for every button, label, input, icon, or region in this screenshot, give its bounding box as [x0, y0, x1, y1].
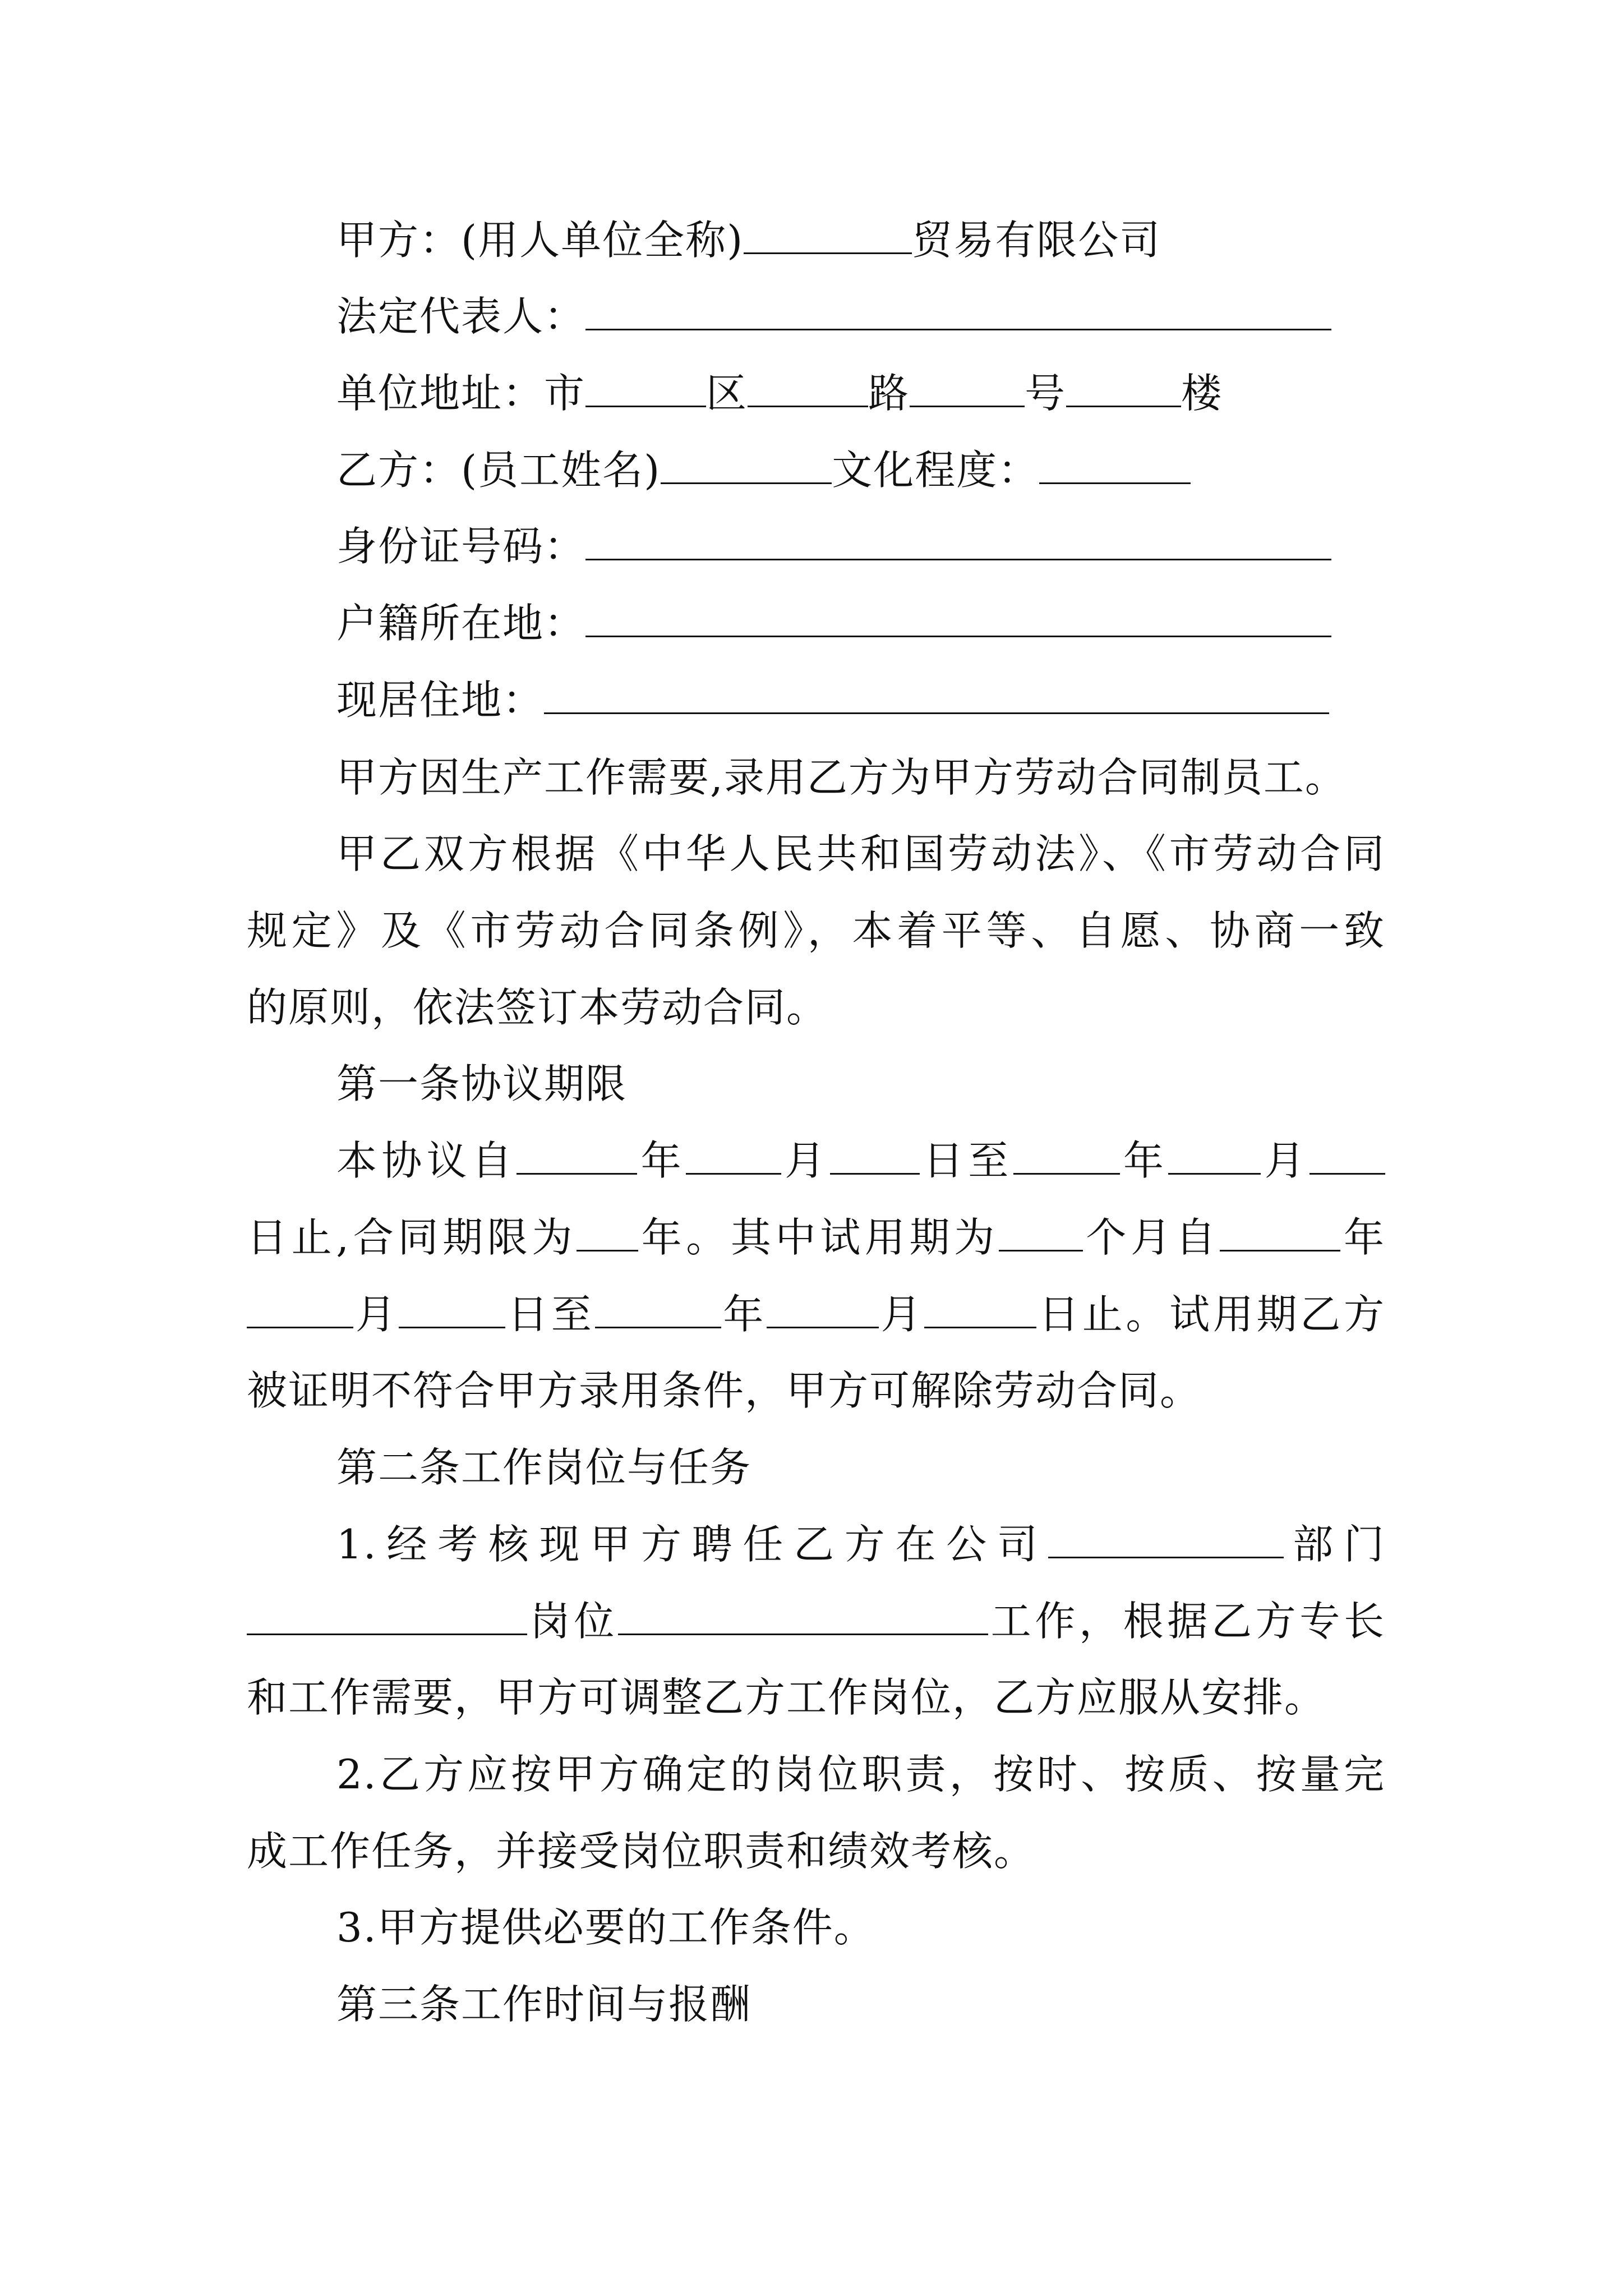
- article-1-line-4: 被证明不符合甲方录用条件，甲方可解除劳动合同。: [247, 1367, 1202, 1414]
- address-line: [336, 362, 1385, 425]
- text-segment: 工作，根据乙方专长: [988, 1598, 1385, 1645]
- party-b-line: [336, 439, 1385, 501]
- building-label: 楼: [1181, 370, 1223, 417]
- text-segment: 1.经考核现甲方聘任乙方在公司: [336, 1521, 1048, 1568]
- article-1-line-3: [247, 1283, 1385, 1346]
- basis-line-3: 的原则，依法签订本劳动合同。: [247, 984, 828, 1031]
- article-2-item-1-line-2: [247, 1590, 1385, 1653]
- hukou-blank[interactable]: [585, 593, 1331, 637]
- hukou-label: 户籍所在地：: [336, 600, 586, 647]
- probation-end-year-blank[interactable]: [595, 1284, 721, 1328]
- id-number-blank[interactable]: [585, 516, 1331, 560]
- text-segment: 月: [878, 1291, 925, 1338]
- text-segment: 日止,合同期限为: [247, 1214, 577, 1261]
- education-blank[interactable]: [1039, 440, 1191, 484]
- residence-blank[interactable]: [544, 670, 1329, 714]
- probation-start-month-blank[interactable]: [247, 1284, 353, 1328]
- text-segment: 月: [353, 1291, 399, 1338]
- text-segment: 日止。试用期乙方: [1036, 1291, 1385, 1338]
- article-2-item-2-line-1: 2.乙方应按甲方确定的岗位职责，按时、按质、按量完: [336, 1751, 1385, 1798]
- text-segment: 部门: [1283, 1521, 1385, 1568]
- education-label: 文化程度：: [832, 447, 1040, 494]
- article-1-line-1: [336, 1129, 1385, 1192]
- id-number-line: [336, 515, 1385, 578]
- article-1-title: 第一条协议期限: [336, 1060, 628, 1107]
- probation-start-year-blank[interactable]: [1220, 1207, 1340, 1251]
- term-years-blank[interactable]: [577, 1207, 638, 1251]
- road-blank[interactable]: [910, 363, 1025, 407]
- text-segment: 本协议自: [336, 1137, 517, 1184]
- text-segment: 年: [1119, 1137, 1169, 1184]
- probation-end-month-blank[interactable]: [767, 1284, 879, 1328]
- probation-start-day-blank[interactable]: [399, 1284, 505, 1328]
- residence-label: 现居住地：: [336, 677, 545, 724]
- number-blank[interactable]: [1066, 363, 1181, 407]
- article-2-item-3: 3.甲方提供必要的工作条件。: [336, 1904, 875, 1951]
- party-b-name-blank[interactable]: [661, 440, 832, 484]
- text-segment: 年。其中试用期为: [638, 1214, 999, 1261]
- party-a-blank[interactable]: [744, 210, 912, 254]
- road-label: 路: [868, 370, 910, 417]
- hire-paragraph: 甲方因生产工作需要,录用乙方为甲方劳动合同制员工。: [336, 754, 1347, 801]
- hukou-line: [336, 592, 1385, 655]
- start-month-blank[interactable]: [686, 1130, 781, 1175]
- probation-end-day-blank[interactable]: [924, 1284, 1036, 1328]
- article-2-item-1-line-3: 和工作需要，甲方可调整乙方工作岗位，乙方应服从安排。: [247, 1674, 1326, 1721]
- probation-months-blank[interactable]: [999, 1207, 1083, 1251]
- district-blank[interactable]: [748, 363, 868, 407]
- text-segment: 年: [637, 1137, 686, 1184]
- number-label: 号: [1025, 370, 1067, 417]
- article-2-item-2-line-2: 成工作任务，并接受岗位职责和绩效考核。: [247, 1828, 1036, 1875]
- residence-line: [336, 669, 1385, 731]
- text-segment: 日至: [505, 1291, 595, 1338]
- address-label: 单位地址：市: [336, 370, 586, 417]
- text-segment: 年: [721, 1291, 767, 1338]
- legal-rep-line: [336, 285, 1385, 348]
- end-month-blank[interactable]: [1168, 1130, 1261, 1175]
- text-segment: 月: [1261, 1137, 1310, 1184]
- party-a-label: 甲方：(用人单位全称): [336, 217, 744, 264]
- department-blank[interactable]: [1048, 1514, 1284, 1558]
- text-segment: 个月自: [1082, 1214, 1220, 1261]
- party-a-suffix: 贸易有限公司: [912, 217, 1161, 264]
- city-blank[interactable]: [585, 363, 706, 407]
- text-segment: 日至: [919, 1137, 1013, 1184]
- text-segment: 月: [781, 1137, 830, 1184]
- article-2-item-1-line-1: [336, 1513, 1385, 1576]
- party-b-label: 乙方：(员工姓名): [336, 447, 661, 494]
- basis-line-2: 规定》及《市劳动合同条例》，本着平等、自愿、协商一致: [247, 907, 1385, 954]
- position-blank[interactable]: [247, 1591, 527, 1635]
- text-segment: 年: [1340, 1214, 1385, 1261]
- text-segment: 岗位: [527, 1598, 618, 1645]
- id-number-label: 身份证号码：: [336, 523, 586, 570]
- party-a-line: [336, 209, 1385, 272]
- legal-rep-blank[interactable]: [585, 286, 1331, 330]
- legal-rep-label: 法定代表人：: [336, 293, 586, 340]
- start-day-blank[interactable]: [830, 1130, 920, 1175]
- article-2-title: 第二条工作岗位与任务: [336, 1444, 752, 1491]
- start-year-blank[interactable]: [517, 1130, 637, 1175]
- end-year-blank[interactable]: [1013, 1130, 1120, 1175]
- basis-line-1: 甲乙双方根据《中华人民共和国劳动法》、《市劳动合同: [336, 830, 1385, 877]
- work-blank[interactable]: [618, 1591, 988, 1635]
- end-day-blank[interactable]: [1310, 1130, 1385, 1175]
- district-label: 区: [706, 370, 748, 417]
- article-3-title: 第三条工作时间与报酬: [336, 1981, 752, 2028]
- article-1-line-2: [247, 1206, 1385, 1269]
